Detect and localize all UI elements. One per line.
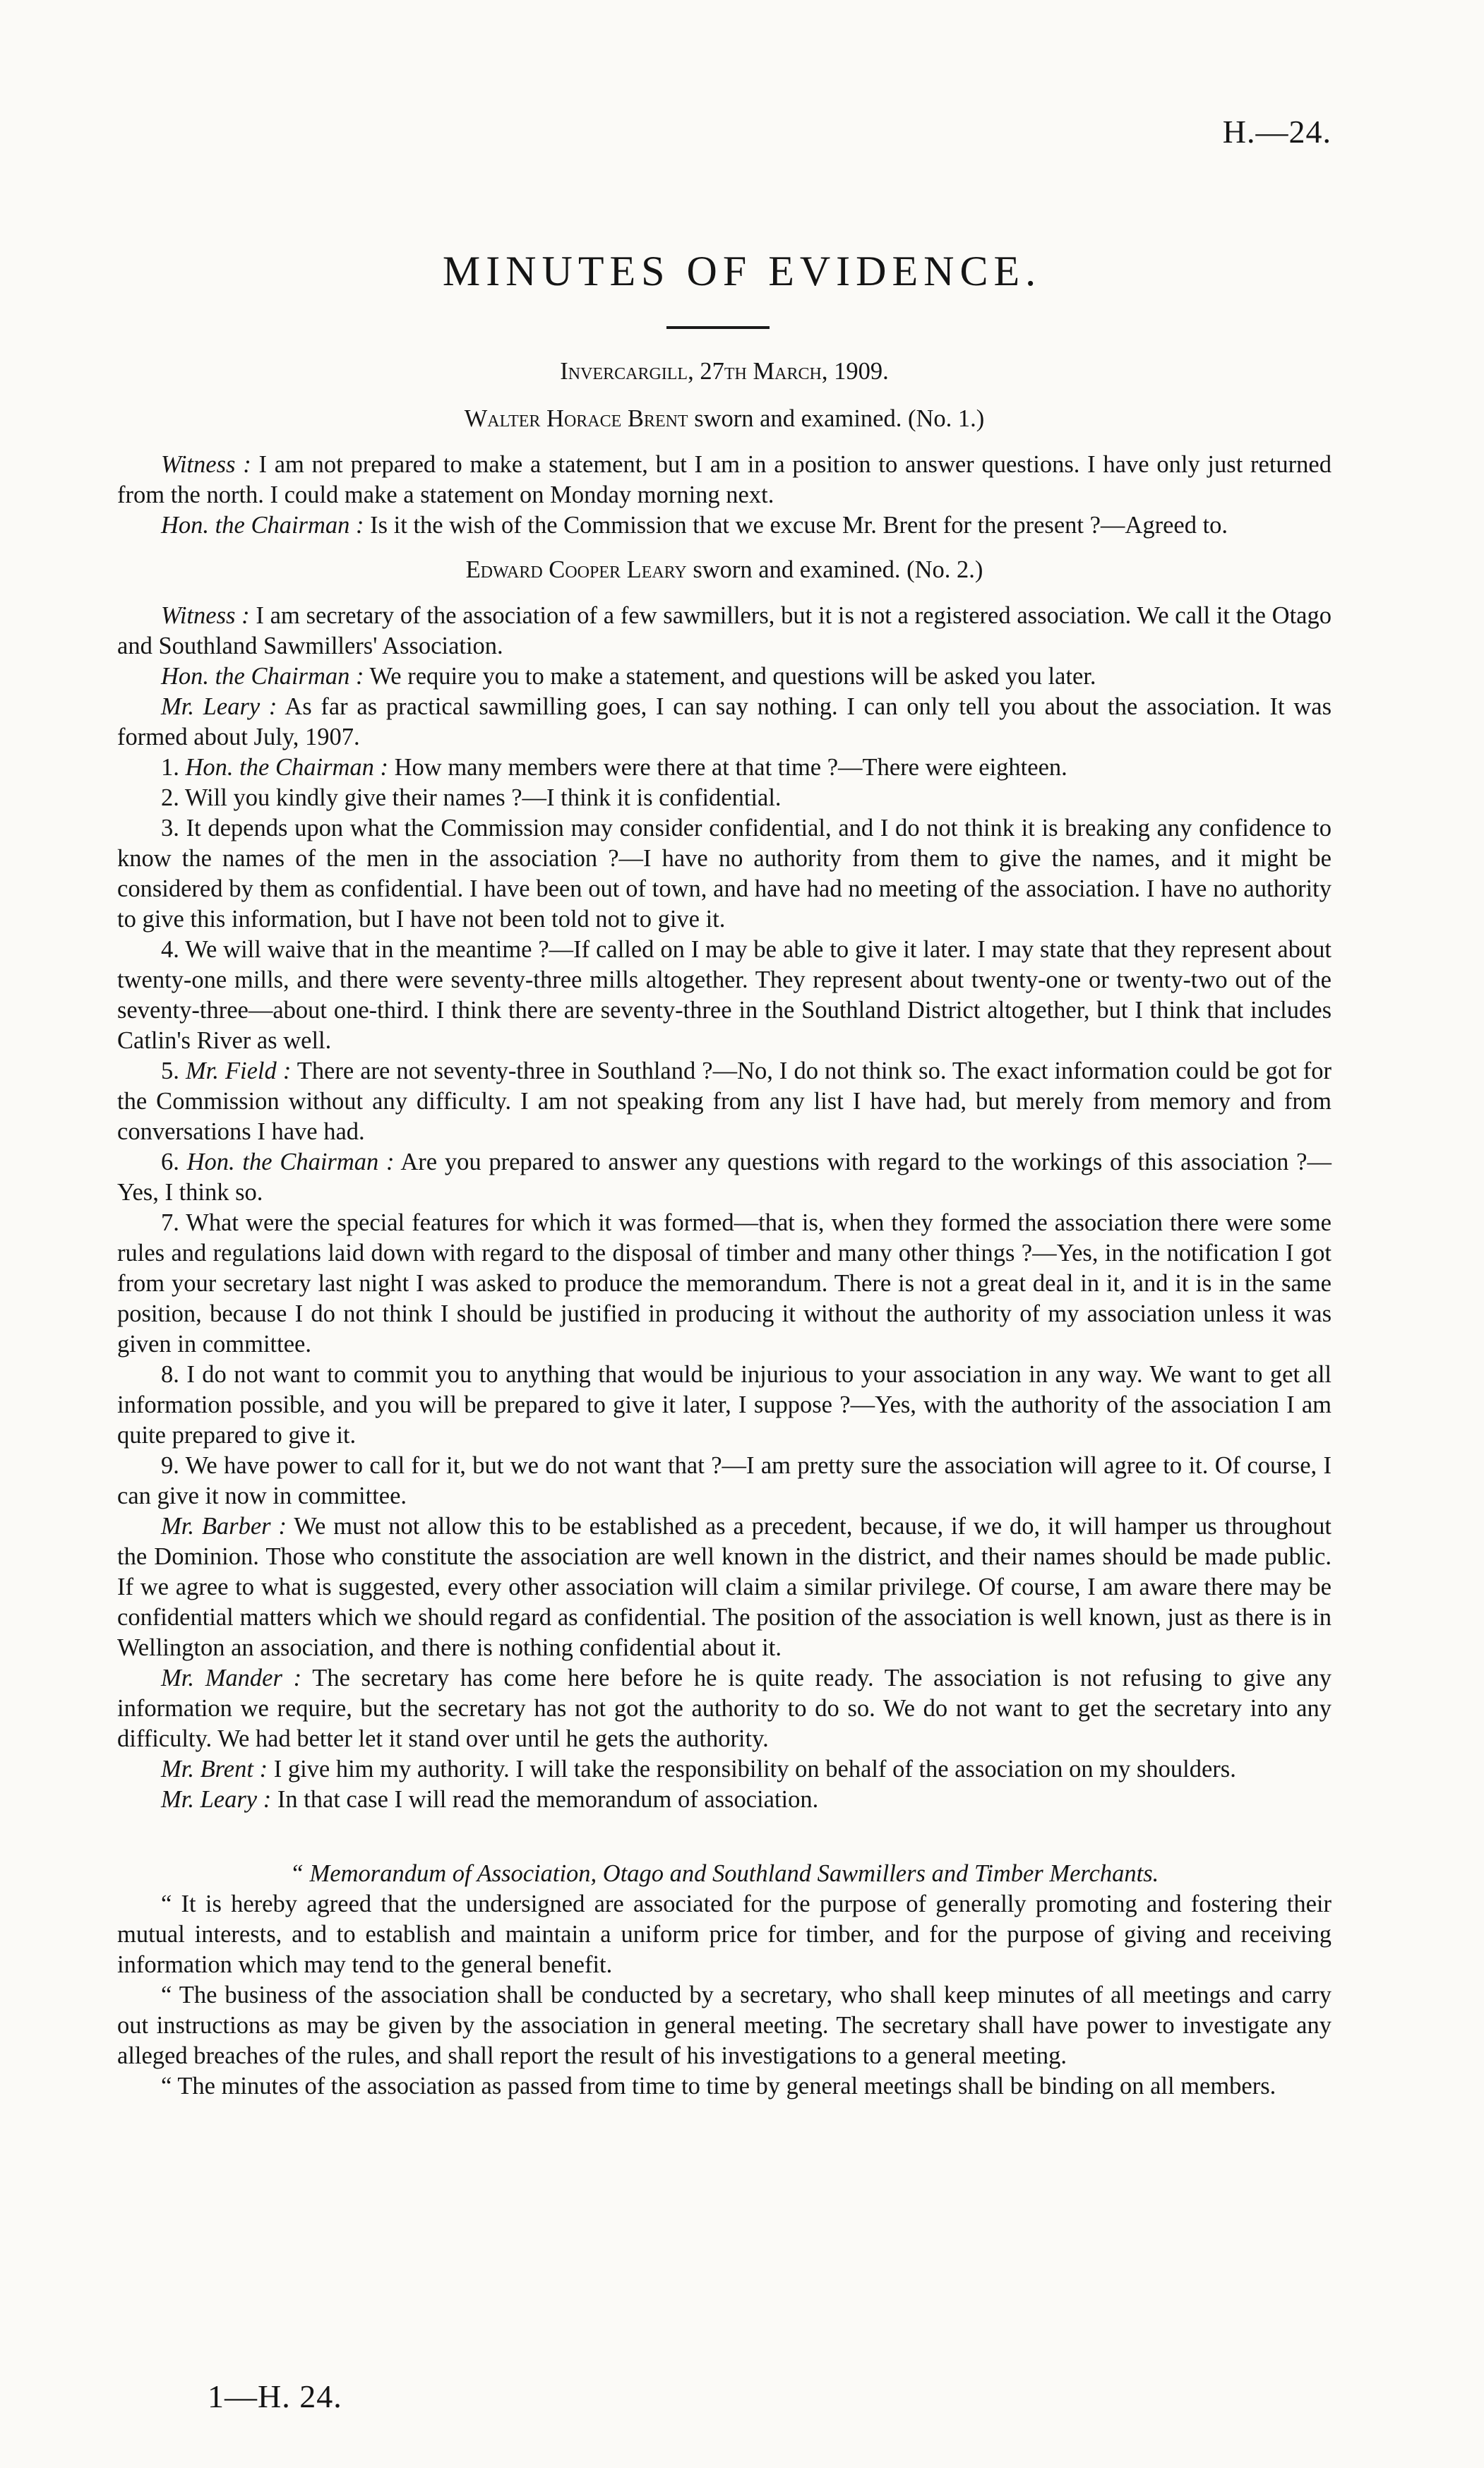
place-date-heading: Invercargill, 27th March, 1909.: [560, 358, 889, 385]
paragraph-text: Is it the wish of the Commission that we excuse Mr. Brent for the present ?—Agreed to.: [364, 512, 1228, 539]
paragraph: [117, 1511, 1332, 1663]
memorandum-paragraph: “ The minutes of the association as passed from time to time by general meetings shall be binding on all members.: [161, 2073, 1276, 2099]
speaker: Witness :: [161, 602, 250, 629]
witness-heading-2: [117, 555, 1332, 585]
title-rule: [666, 326, 770, 329]
speaker: Mr. Leary :: [161, 693, 277, 720]
paragraph-text: There are not seventy-three in Southland ?—No, I do not think so. The exact information could be got for the Commission without any difficulty. I am not speaking from any list I have had, but merely from memory and from conversations I have had.: [117, 1058, 1332, 1145]
question-5: [117, 1056, 1332, 1147]
question-6: [117, 1147, 1332, 1208]
page-reference: H.—24.: [1222, 114, 1332, 150]
witness-number: (No. 2.): [906, 556, 983, 583]
question-number: 6.: [161, 1149, 187, 1175]
page-footer-reference: 1—H. 24.: [208, 2378, 342, 2414]
question-2: 2. Will you kindly give their names ?—I think it is confidential.: [161, 784, 782, 811]
document-body: [117, 357, 1332, 2102]
speaker: Mr. Barber :: [161, 1513, 287, 1540]
memorandum-paragraph: “ It is hereby agreed that the undersigned are associated for the purpose of generally promoting and fostering their mutual interests, and to establish and maintain a uniform price for timber, and for the purpose of giving and receiving information which may tend to the general benefit.: [117, 1891, 1332, 1978]
page-title: MINUTES OF EVIDENCE.: [442, 248, 1042, 294]
question-4: 4. We will waive that in the meantime ?—If called on I may be able to give it later. I may state that they represent about twenty-one mills, and there were seventy-three mills altogether. They represent about twenty-one or twenty-two out of the seventy-three—about one-third. I think there are seventy-three in the Southland District altogether, but I think that includes Catlin's River as well.: [117, 936, 1332, 1054]
speaker: Mr. Field :: [185, 1058, 292, 1084]
witness-name: Walter Horace Brent: [464, 405, 688, 432]
question-1: [117, 753, 1332, 783]
paragraph-text: I am not prepared to make a statement, but I am in a position to answer questions. I have only just returned from the north. I could make a statement on Monday morning next.: [117, 451, 1332, 508]
speaker: Mr. Leary :: [161, 1786, 272, 1813]
speaker: Witness :: [161, 451, 251, 478]
question-9: 9. We have power to call for it, but we do not want that ?—I am pretty sure the association will agree to it. Of course, I can give it now in committee.: [117, 1452, 1332, 1509]
paragraph-text: We require you to make a statement, and questions will be asked you later.: [364, 663, 1096, 690]
speaker: Mr. Brent :: [161, 1756, 268, 1783]
question-number: 1.: [161, 754, 186, 781]
speaker: Hon. the Chairman :: [185, 754, 388, 781]
speaker: Hon. the Chairman :: [161, 663, 364, 690]
paragraph-text: I am secretary of the association of a few sawmillers, but it is not a registered association. We call it the Otago and Southland Sawmillers' Association.: [117, 602, 1332, 659]
speaker: Hon. the Chairman :: [186, 1149, 395, 1175]
witness-number: (No. 1.): [907, 405, 985, 432]
witness-heading-1: [117, 404, 1332, 434]
witness-name: Edward Cooper Leary: [465, 556, 687, 583]
paragraph-text: As far as practical sawmilling goes, I can say nothing. I can only tell you about the association. It was formed about July, 1907.: [117, 693, 1332, 750]
paragraph: [117, 1785, 1332, 1815]
paragraph: [117, 661, 1332, 692]
question-7: 7. What were the special features for which it was formed—that is, when they formed the association there were some rules and regulations laid down with regard to the disposal of timber and many other things ?—Yes, in the notification I got from your secretary last night I was asked to produce the memorandum. There is not a great deal in it, and it is in the same position, because I do not think I should be justified in producing it without the authority of my association unless it was given in committee.: [117, 1209, 1332, 1358]
witness-sworn: sworn and examined.: [693, 556, 901, 583]
paragraph: [117, 1754, 1332, 1785]
speaker: Hon. the Chairman :: [161, 512, 364, 539]
paragraph-text: We must not allow this to be established as a precedent, because, if we do, it will hamper us throughout the Dominion. Those who constitute the association are well known in the district, and their names should be made public. If we agree to what is suggested, every other association will claim a similar privilege. Of course, I am aware there may be confidential matters which we should regard as confidential. The position of the association is well known, just as there is in Wellington an association, and there is nothing confidential about it.: [117, 1513, 1332, 1661]
question-8: 8. I do not want to commit you to anything that would be injurious to your association in any way. We want to get all information possible, and you will be prepared to give it later, I suppose ?—Yes, with the authority of the association I am quite prepared to give it.: [117, 1361, 1332, 1449]
paragraph: [117, 692, 1332, 753]
paragraph: [117, 1663, 1332, 1754]
question-number: 5.: [161, 1058, 186, 1084]
paragraph-text: The secretary has come here before he is quite ready. The association is not refusing to give any information we require, but the secretary has not got the authority to do so. We do not want to get the secretary into any difficulty. We had better let it stand over until he gets the authority.: [117, 1665, 1332, 1752]
question-3: 3. It depends upon what the Commission may consider confidential, and I do not think it is breaking any confidence to know the names of the men in the association ?—I have no authority from them to give the names, and it might be considered by them as confidential. I have been out of town, and have had no meeting of the association. I have no authority to give this information, but I have not been told not to give it.: [117, 815, 1332, 933]
witness-sworn: sworn and examined.: [694, 405, 902, 432]
paragraph: [117, 510, 1332, 541]
paragraph-text: How many members were there at that time ?—There were eighteen.: [388, 754, 1067, 781]
paragraph: [117, 601, 1332, 661]
memorandum-paragraph: “ The business of the association shall be conducted by a secretary, who shall keep minutes of all meetings and carry out instructions as may be given by the association in general meeting. The secretary shall have power to investigate any alleged breaches of the rules, and shall report the result of his investigations to a general meeting.: [117, 1982, 1332, 2069]
paragraph-text: I give him my authority. I will take the responsibility on behalf of the association on my shoulders.: [268, 1756, 1236, 1783]
memorandum-title: “ Memorandum of Association, Otago and Southland Sawmillers and Timber Merchants.: [289, 1860, 1159, 1887]
speaker: Mr. Mander :: [161, 1665, 302, 1691]
paragraph-text: Are you prepared to answer any questions with regard to the workings of this association ?—Yes, I think so.: [117, 1149, 1332, 1206]
paragraph: [117, 450, 1332, 510]
paragraph-text: In that case I will read the memorandum of association.: [271, 1786, 819, 1813]
